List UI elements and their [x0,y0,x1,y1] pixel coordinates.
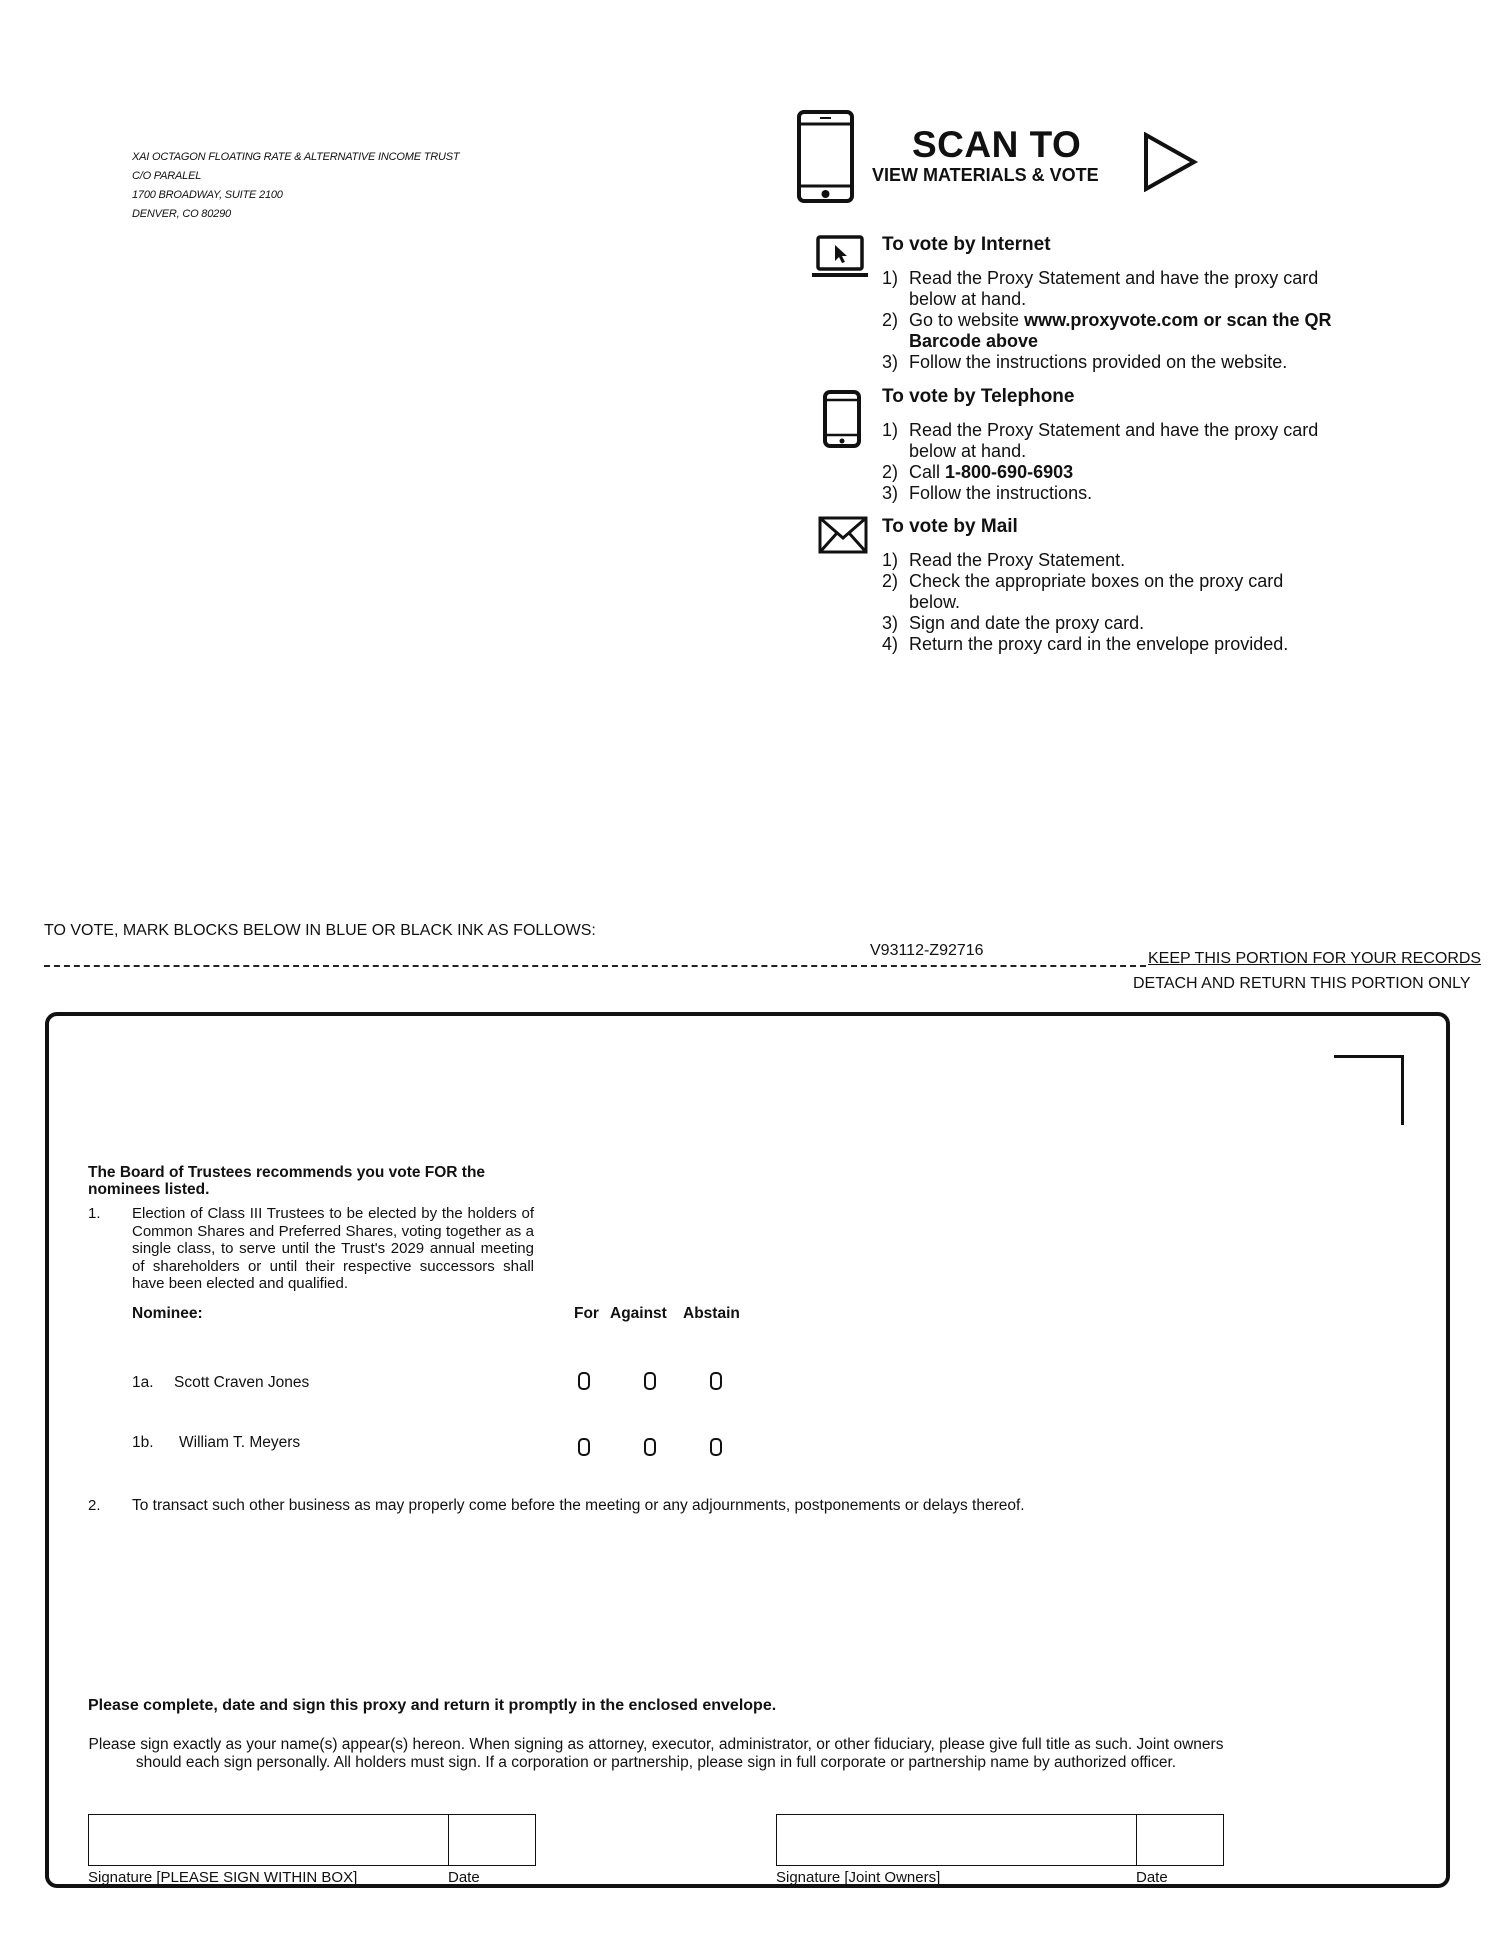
detach-portion-label: DETACH AND RETURN THIS PORTION ONLY [1133,975,1471,992]
mail-steps [882,550,1339,655]
column-for: For [574,1305,599,1322]
list-item: 2) Call 1-800-690-6903 [882,462,1074,482]
date-label: Date [448,1869,480,1886]
telephone-heading: To vote by Telephone [882,386,1075,407]
joint-date-box[interactable] [1136,1814,1224,1866]
keep-portion-label: KEEP THIS PORTION FOR YOUR RECORDS [1148,950,1482,967]
list-item: 3) Follow the instructions. [882,483,1093,503]
corner-mark [1334,1055,1404,1125]
item-1-text: Election of Class III Trustees to be elected by the holders of Common Shares and Preferred Shares, voting together as a single class, to serve until the Trust's 2029 annual meeting of shareholders or until their respective successors shall have been elected and qualified. [132,1205,534,1292]
website-link[interactable]: www.proxyvote.com or scan the QR Barcode above [909,310,1332,351]
list-item: 3) Follow the instructions provided on the website. [882,352,1288,372]
phone-icon [822,390,862,448]
item-1-number: 1. [88,1205,101,1222]
joint-signature-box[interactable] [776,1814,1137,1866]
nominee-1b-id: 1b. [132,1434,154,1451]
date-box[interactable] [448,1814,536,1866]
nominee-1b-for-checkbox[interactable] [578,1438,590,1456]
list-item: 2) Check the appropriate boxes on the proxy card below. [882,571,1284,612]
joint-date-label: Date [1136,1869,1168,1886]
column-against: Against [610,1305,667,1322]
signature-box[interactable] [88,1814,449,1866]
nominee-1a-for-checkbox[interactable] [578,1372,590,1390]
envelope-icon [818,516,868,554]
signing-instructions: Please sign exactly as your name(s) appear(s) hereon. When signing as attorney, executor, administrator, or other fiduciary, please give full title as such. Joint owners should each sign personally. All holders must sign. If a corporation or partnership, please sign in full corporate or partnership name by authorized officer. [88,1736,1224,1771]
item-2-number: 2. [88,1497,101,1514]
nominee-1a-against-checkbox[interactable] [644,1372,656,1390]
item-2-text: To transact such other business as may properly come before the meeting or any adjournments, postponements or delays thereof. [132,1497,1025,1514]
scan-title: SCAN TO [912,124,1082,165]
smartphone-icon [796,110,856,204]
mail-heading: To vote by Mail [882,516,1018,537]
nominee-1a-id: 1a. [132,1374,154,1391]
list-item: 1) Read the Proxy Statement and have the proxy card below at hand. [882,420,1319,461]
return-address [132,148,459,224]
laptop-icon [811,234,869,280]
joint-signature-label: Signature [Joint Owners] [776,1869,941,1886]
list-item: 4) Return the proxy card in the envelope provided. [882,634,1289,654]
nominee-1b-abstain-checkbox[interactable] [710,1438,722,1456]
return-promptly-note: Please complete, date and sign this proxy and return it promptly in the enclosed envelope. [88,1697,777,1714]
column-abstain: Abstain [683,1305,740,1322]
list-item: 1) Read the Proxy Statement and have the proxy card below at hand. [882,268,1319,309]
ink-instruction: TO VOTE, MARK BLOCKS BELOW IN BLUE OR BLACK INK AS FOLLOWS: [44,922,596,939]
control-number: V93112-Z92716 [870,942,984,959]
internet-heading: To vote by Internet [882,234,1051,255]
telephone-steps [882,420,1339,504]
address-line-3: 1700 BROADWAY, SUITE 2100 [132,189,283,201]
address-line-1: XAI OCTAGON FLOATING RATE & ALTERNATIVE INCOME TRUST [132,151,460,163]
nominee-header: Nominee: [132,1305,203,1322]
address-line-2: C/O PARALEL [132,170,202,182]
address-line-4: DENVER, CO 80290 [132,208,231,220]
signature-label: Signature [PLEASE SIGN WITHIN BOX] [88,1869,358,1886]
list-item: 1) Read the Proxy Statement. [882,550,1126,570]
scan-subtitle: VIEW MATERIALS & VOTE [872,165,1099,185]
board-recommendation: The Board of Trustees recommends you vote FOR the nominees listed. [88,1164,486,1198]
list-item: 3) Sign and date the proxy card. [882,613,1145,633]
nominee-1a-name: Scott Craven Jones [174,1374,310,1391]
phone-number-link[interactable]: 1-800-690-6903 [945,462,1074,482]
play-arrow-icon [1143,132,1199,192]
perforation-line [44,965,1146,967]
nominee-1a-abstain-checkbox[interactable] [710,1372,722,1390]
nominee-1b-name: William T. Meyers [179,1434,301,1451]
internet-steps [882,268,1339,373]
list-item: 2) Go to website www.proxyvote.com or scan the QR Barcode above [882,310,1332,351]
nominee-1b-against-checkbox[interactable] [644,1438,656,1456]
